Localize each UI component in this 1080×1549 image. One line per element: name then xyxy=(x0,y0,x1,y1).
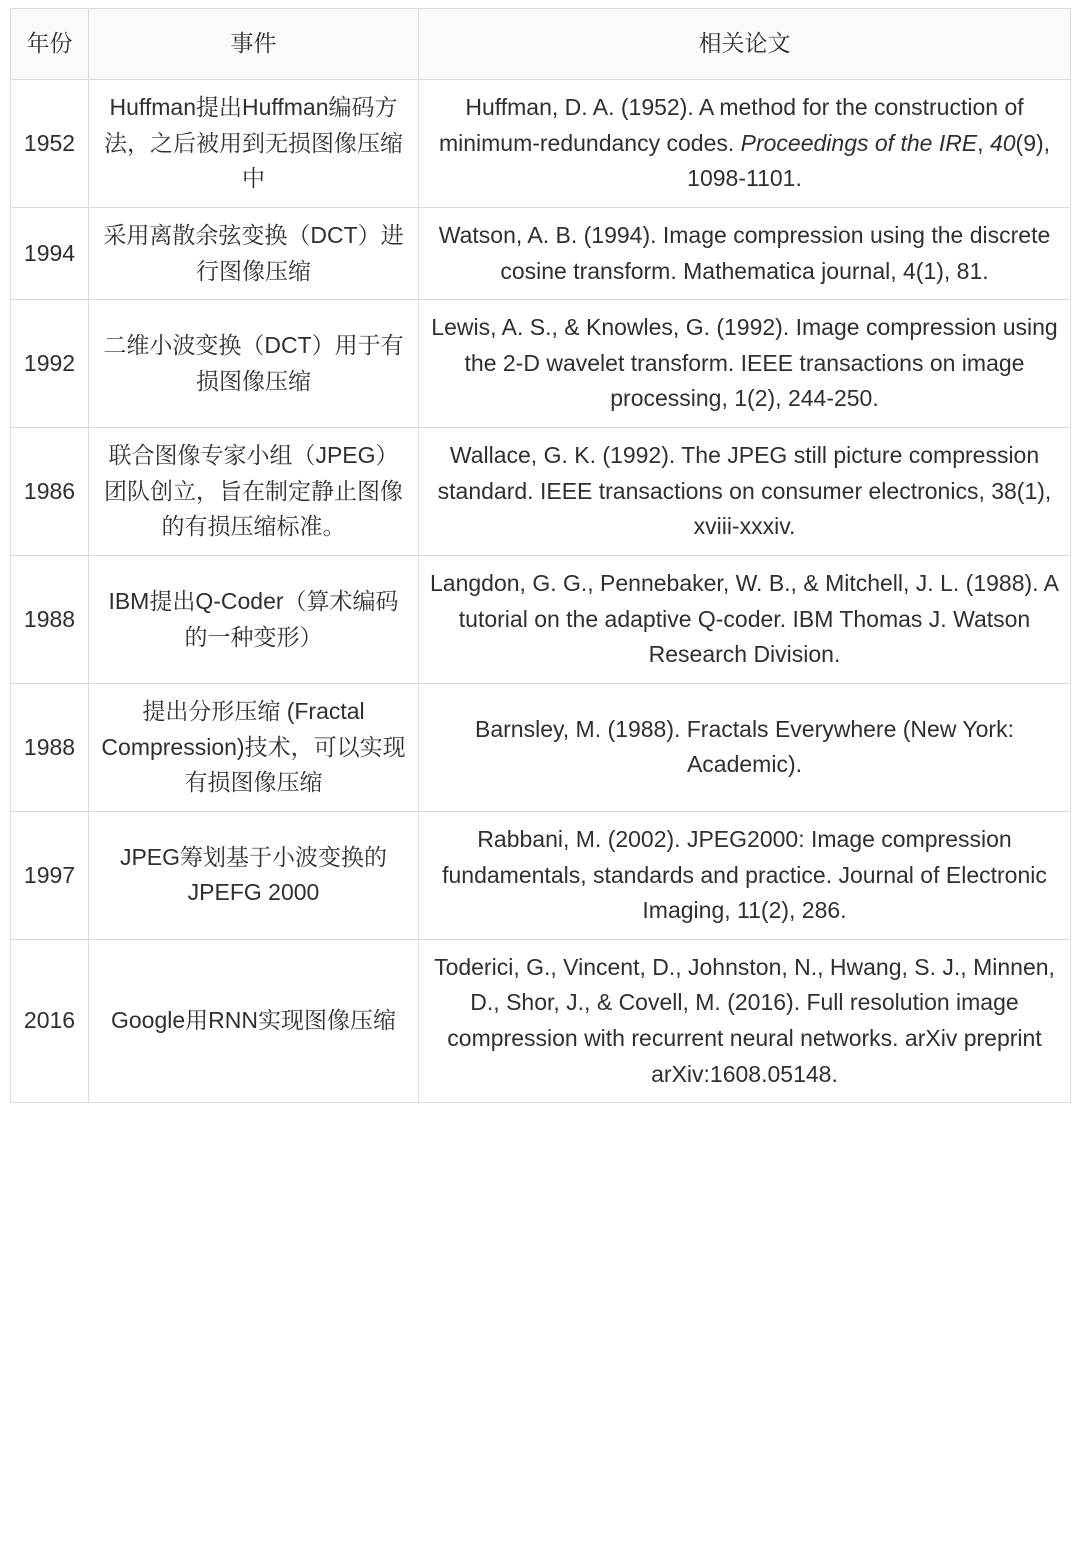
cell-year: 1952 xyxy=(11,80,89,208)
cell-year: 1992 xyxy=(11,300,89,428)
paper-text: Langdon, G. G., Pennebaker, W. B., & Mitchell, J. L. (1988). A tutorial on the adaptive Q-coder. IBM Thomas J. Watson Research Division. xyxy=(430,570,1059,668)
table-row xyxy=(11,683,1071,811)
paper-text: Barnsley, M. (1988). Fractals Everywhere (New York: Academic). xyxy=(475,715,1014,778)
paper-text: Wallace, G. K. (1992). The JPEG still picture compression standard. IEEE transactions on consumer electronics, 38(1), xviii-xxxiv. xyxy=(437,442,1052,540)
cell-year: 1994 xyxy=(11,207,89,299)
paper-title-italic: Proceedings of the IRE xyxy=(740,129,978,156)
table-row xyxy=(11,556,1071,684)
table-row xyxy=(11,428,1071,556)
paper-text: Lewis, A. S., & Knowles, G. (1992). Image compression using the 2-D wavelet transform. IEEE transactions on image processing, 1(2), 244-250. xyxy=(431,314,1058,412)
cell-event: 提出分形压缩 (Fractal Compression)技术，可以实现有损图像压缩 xyxy=(89,683,419,811)
table-row xyxy=(11,811,1071,939)
history-table-container xyxy=(0,8,1080,1103)
cell-paper xyxy=(419,300,1071,428)
table-header-row xyxy=(11,9,1071,80)
table-header xyxy=(11,9,1071,80)
cell-year: 1988 xyxy=(11,556,89,684)
table-row xyxy=(11,207,1071,299)
table-body xyxy=(11,80,1071,1103)
cell-paper xyxy=(419,207,1071,299)
cell-year: 2016 xyxy=(11,939,89,1103)
table-row xyxy=(11,939,1071,1103)
cell-paper xyxy=(419,811,1071,939)
column-header-event: 事件 xyxy=(89,9,419,80)
cell-event: 二维小波变换（DCT）用于有损图像压缩 xyxy=(89,300,419,428)
cell-paper xyxy=(419,80,1071,208)
cell-paper xyxy=(419,939,1071,1103)
paper-text: Huffman, D. A. (1952). A method for the construction of minimum-redundancy codes. xyxy=(438,94,1024,156)
image-compression-history-table xyxy=(10,8,1071,1103)
paper-text: (9), 1098-1101. xyxy=(687,129,1051,192)
cell-event: JPEG筹划基于小波变换的JPEFG 2000 xyxy=(89,811,419,939)
table-row xyxy=(11,300,1071,428)
cell-event: IBM提出Q-Coder（算术编码的一种变形） xyxy=(89,556,419,684)
cell-event: 联合图像专家小组（JPEG）团队创立，旨在制定静止图像的有损压缩标准。 xyxy=(89,428,419,556)
paper-title-italic: 40 xyxy=(989,129,1016,156)
cell-year: 1988 xyxy=(11,683,89,811)
cell-year: 1986 xyxy=(11,428,89,556)
cell-paper xyxy=(419,683,1071,811)
cell-event: Huffman提出Huffman编码方法，之后被用到无损图像压缩中 xyxy=(89,80,419,208)
cell-year: 1997 xyxy=(11,811,89,939)
paper-text: Toderici, G., Vincent, D., Johnston, N., Hwang, S. J., Minnen, D., Shor, J., & Covell, M. (2016). Full resolution image compression with recurrent neural networks. arXiv preprint arXiv:1608.05148. xyxy=(434,953,1055,1087)
cell-paper xyxy=(419,556,1071,684)
paper-text: Watson, A. B. (1994). Image compression using the discrete cosine transform. Mathematica journal, 4(1), 81. xyxy=(438,221,1051,284)
paper-text: , xyxy=(977,129,990,156)
column-header-year: 年份 xyxy=(11,9,89,80)
cell-event: Google用RNN实现图像压缩 xyxy=(89,939,419,1103)
column-header-paper: 相关论文 xyxy=(419,9,1071,80)
cell-event: 采用离散余弦变换（DCT）进行图像压缩 xyxy=(89,207,419,299)
table-row xyxy=(11,80,1071,208)
paper-text: Rabbani, M. (2002). JPEG2000: Image compression fundamentals, standards and practice. Journal of Electronic Imaging, 11(2), 286. xyxy=(442,825,1047,924)
cell-paper xyxy=(419,428,1071,556)
